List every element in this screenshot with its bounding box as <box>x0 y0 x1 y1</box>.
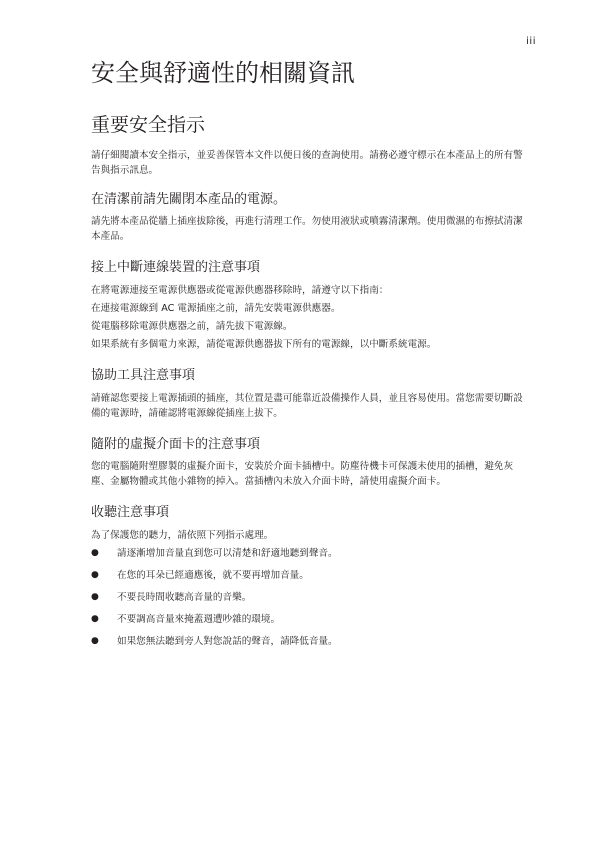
section-heading: 在清潔前請先關閉本產品的電源。 <box>91 191 287 207</box>
list-item <box>91 612 531 627</box>
section-paragraph: 您的電腦隨附塑膠製的虛擬介面卡，安裝於介面卡插槽中。防塵待機卡可保護未使用的插槽，避免灰塵、金屬物體或其他小雜物的掉入。當插槽內未放入介面卡時，請使用虛擬介面卡。 <box>91 461 514 488</box>
list-item <box>91 568 531 583</box>
list-item-text: 如果您無法聽到旁人對您說話的聲音，請降低音量。 <box>117 635 338 647</box>
section-paragraph: 在將電源連接至電源供應器或從電源供應器移除時，請遵守以下指南： <box>91 284 389 296</box>
section-dummy-card <box>91 436 531 490</box>
section-paragraph: 請確認您要接上電源插頭的插座，其位置是盡可能靠近設備操作人員，並且容易使用。當您需要切斷設備的電源時，請確認將電源線從插座上拔下。 <box>91 392 523 419</box>
section-heading: 接上中斷連線裝置的注意事項 <box>91 260 261 276</box>
section-disconnect-device <box>91 259 531 352</box>
list-item-text: 請逐漸增加音量直到您可以清楚和舒適地聽到聲音。 <box>117 547 338 559</box>
bullet-icon: ● <box>91 591 99 602</box>
page-title: 安全與舒適性的相關資訊 <box>91 59 355 87</box>
bullet-icon: ● <box>91 569 99 580</box>
bullet-icon: ● <box>91 547 99 558</box>
listening-bullet-list <box>91 546 531 649</box>
page-content <box>91 58 531 664</box>
section-listening <box>91 504 531 649</box>
section-paragraph: 如果系統有多個電力來源，請從電源供應器拔下所有的電源線，以中斷系統電源。 <box>91 338 437 350</box>
section-heading: 協助工具注意事項 <box>91 367 196 383</box>
section-cleaning <box>91 191 531 245</box>
list-item-text: 在您的耳朵已經適應後，就不要再增加音量。 <box>117 569 309 581</box>
section-paragraph: 從電腦移除電源供應器之前，請先拔下電源線。 <box>91 320 293 332</box>
bullet-icon: ● <box>91 635 99 646</box>
list-item <box>91 546 531 561</box>
section-accessibility <box>91 367 531 421</box>
main-heading: 重要安全指示 <box>91 114 206 137</box>
section-paragraph: 請先將本產品從牆上插座拔除後，再進行清理工作。勿使用液狀或噴霧清潔劑。使用微濕的布擦拭清潔本產品。 <box>91 216 523 243</box>
section-heading: 隨附的虛擬介面卡的注意事項 <box>91 436 261 452</box>
intro-paragraph: 請仔細閱讀本安全指示，並妥善保管本文件以便日後的查詢使用。請務必遵守標示在本產品上的所有警告與指示訊息。 <box>91 149 523 176</box>
list-item-text: 不要調高音量來掩蓋週遭吵雜的環境。 <box>117 613 281 625</box>
page-number: iii <box>526 36 536 47</box>
section-paragraph: 在連接電源線到 AC 電源插座之前，請先安裝電源供應器。 <box>91 302 341 314</box>
list-item-text: 不要長時間收聽高音量的音樂。 <box>117 591 252 603</box>
section-paragraph: 為了保護您的聽力，請依照下列指示處理。 <box>91 529 274 541</box>
intro-block <box>91 148 531 178</box>
section-heading: 收聽注意事項 <box>91 505 170 521</box>
list-item <box>91 634 531 649</box>
bullet-icon: ● <box>91 613 99 624</box>
list-item <box>91 590 531 605</box>
